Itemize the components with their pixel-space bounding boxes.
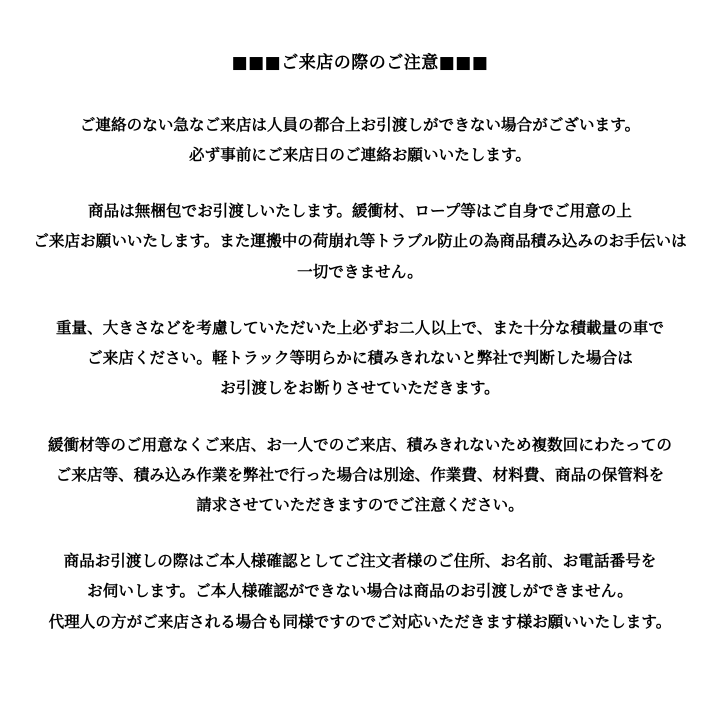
notice-line: 商品は無梱包でお引渡しいたします。緩衝材、ロープ等はご自身でご用意の上 [88, 202, 632, 221]
notice-line: 緩衝材等のご用意なくご来店、お一人でのご来店、積みきれないため複数回にわたっての [47, 435, 672, 454]
notice-paragraph [18, 313, 702, 404]
notice-line: 重量、大きさなどを考慮していただいた上必ずお二人以上で、また十分な積載量の車で [55, 318, 665, 337]
notice-paragraph [18, 196, 702, 287]
notice-paragraph [18, 546, 702, 637]
notice-line: 請求させていただきますのでご注意ください。 [196, 495, 524, 514]
notice-line: お伺いします。ご本人様確認ができない場合は商品のお引渡しができません。 [87, 582, 633, 601]
notice-line: 商品お引渡しの際はご本人様確認としてご注文者様のご住所、お名前、お電話番号を [63, 552, 657, 571]
notice-line: ご来店等、積み込み作業を弊社で行った場合は別途、作業費、材料費、商品の保管料を [55, 465, 665, 484]
notice-line: お引渡しをお断りさせていただきます。 [220, 379, 500, 398]
notice-paragraph [18, 430, 702, 521]
notice-line: 代理人の方がご来店される場合も同様ですのでご対応いただきます様お願いいたします。 [48, 612, 672, 631]
notice-line: ご連絡のない急なご来店は人員の都合上お引渡しができない場合がございます。 [79, 115, 641, 134]
notice-line: ご来店お願いいたします。また運搬中の荷崩れ等トラブル防止の為商品積み込みのお手伝いは [33, 232, 687, 251]
notice-line: ご来店ください。軽トラック等明らかに積みきれないと弊社で判断した場合は [87, 349, 633, 368]
notice-paragraph [18, 110, 702, 170]
notice-line: 一切できません。 [297, 262, 423, 281]
page-title: ■■■ご来店の際のご注意■■■ [231, 53, 489, 73]
notice-line: 必ず事前にご来店日のご連絡お願いいたします。 [189, 146, 531, 165]
